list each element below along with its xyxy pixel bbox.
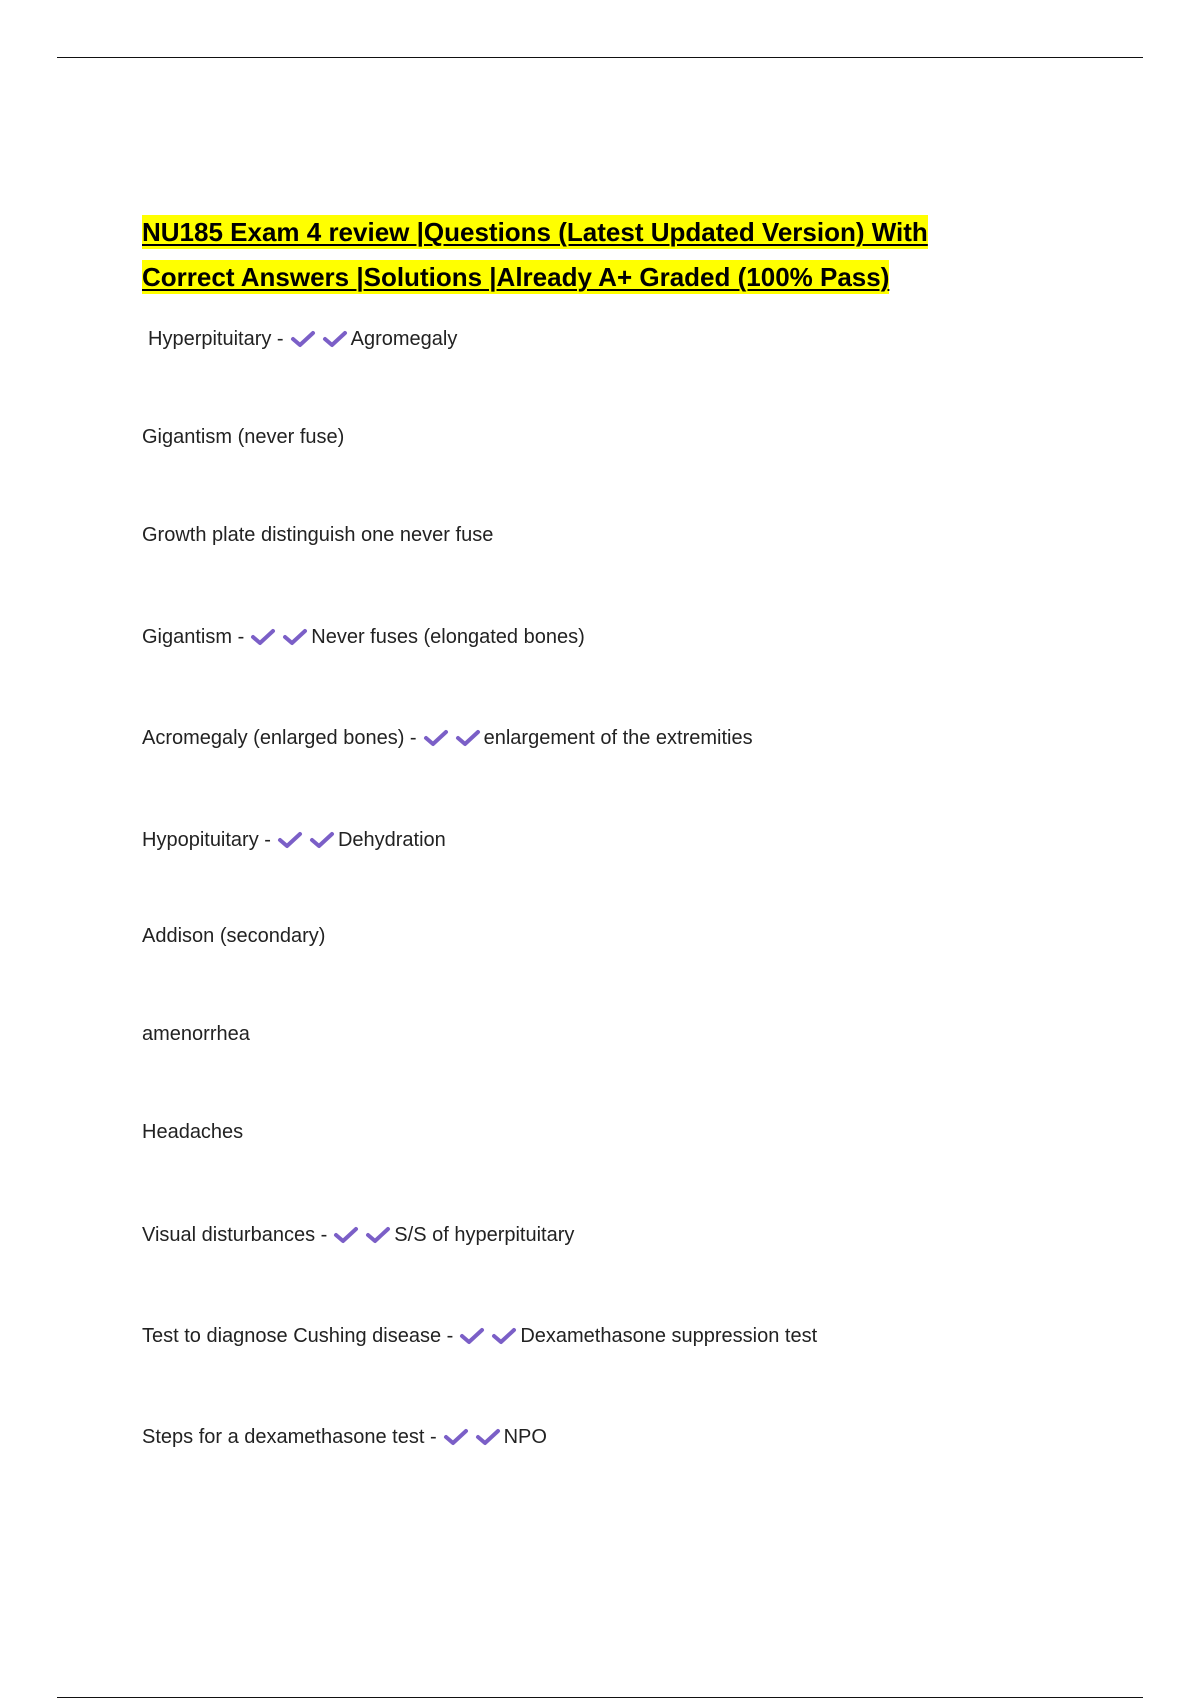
qa-item	[148, 326, 457, 352]
list-item	[142, 1119, 243, 1145]
question-text: Hyperpituitary -	[148, 328, 284, 350]
item-text: Addison (secondary)	[142, 925, 326, 947]
question-text: Hypopituitary -	[142, 829, 271, 851]
question-text: Acromegaly (enlarged bones) -	[142, 727, 417, 749]
checkmark-icon	[459, 1326, 485, 1346]
qa-item	[142, 624, 585, 650]
qa-item	[142, 1222, 574, 1248]
checkmark-icon	[333, 1225, 359, 1245]
item-text: Gigantism (never fuse)	[142, 426, 345, 448]
question-text: Test to diagnose Cushing disease -	[142, 1325, 454, 1347]
answer-text: Never fuses (elongated bones)	[311, 626, 585, 648]
answer-text: Agromegaly	[350, 328, 458, 350]
checkmark-icon	[443, 1427, 469, 1447]
checkmark-icon	[309, 830, 335, 850]
qa-item	[142, 725, 753, 751]
list-item	[142, 923, 325, 949]
checkmark-icon	[455, 728, 481, 748]
checkmark-icon	[491, 1326, 517, 1346]
checkmark-icon	[290, 329, 316, 349]
top-rule	[57, 57, 1143, 58]
answer-text: enlargement of the extremities	[483, 727, 753, 749]
checkmark-icon	[365, 1225, 391, 1245]
qa-item	[142, 1424, 547, 1450]
answer-text: NPO	[503, 1426, 547, 1448]
checkmark-icon	[277, 830, 303, 850]
title-line-2: Correct Answers |Solutions |Already A+ Graded (100% Pass)	[142, 262, 890, 292]
answer-text: Dehydration	[337, 829, 446, 851]
checkmark-icon	[250, 627, 276, 647]
qa-item	[142, 1323, 817, 1349]
checkmark-icon	[475, 1427, 501, 1447]
document-title	[142, 210, 1042, 300]
item-text: Headaches	[142, 1121, 244, 1143]
question-text: Gigantism -	[142, 626, 245, 648]
item-text: amenorrhea	[142, 1023, 250, 1045]
list-item	[142, 1021, 250, 1047]
title-line-1: NU185 Exam 4 review |Questions (Latest Updated Version) With	[142, 217, 928, 247]
answer-text: S/S of hyperpituitary	[394, 1224, 575, 1246]
question-text: Steps for a dexamethasone test -	[142, 1426, 437, 1448]
checkmark-icon	[423, 728, 449, 748]
answer-text: Dexamethasone suppression test	[520, 1325, 818, 1347]
bottom-rule	[57, 1697, 1143, 1698]
checkmark-icon	[322, 329, 348, 349]
list-item	[142, 424, 344, 450]
question-text: Visual disturbances -	[142, 1224, 328, 1246]
checkmark-icon	[282, 627, 308, 647]
qa-item	[142, 827, 446, 853]
item-text: Growth plate distinguish one never fuse	[142, 524, 494, 546]
list-item	[142, 522, 493, 548]
